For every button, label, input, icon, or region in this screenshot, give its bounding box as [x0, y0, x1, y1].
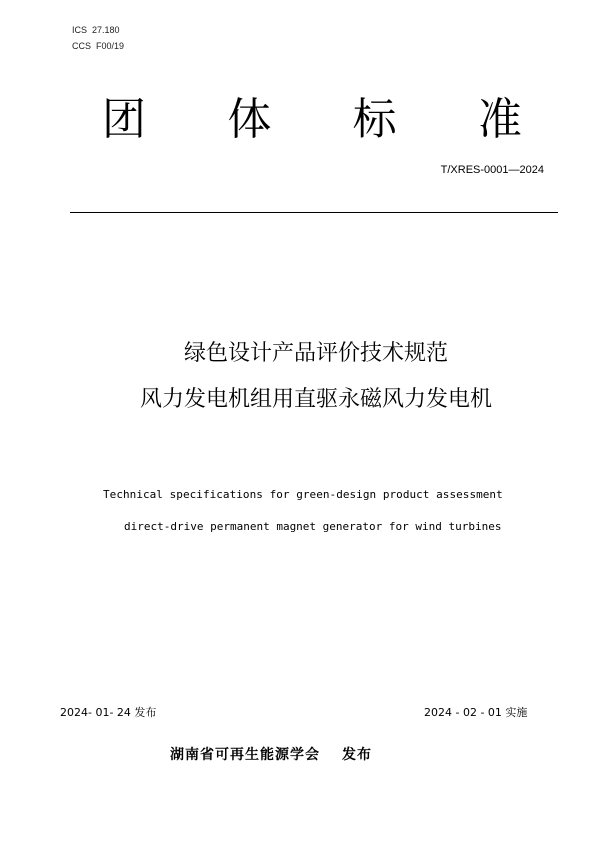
title-char-2: 体 [227, 94, 272, 145]
publisher-action: 发布 [342, 747, 372, 763]
ccs-code: CCS F00/19 [72, 41, 125, 51]
chinese-title-line-2: 风力发电机组用直驱永磁风力发电机 [139, 387, 492, 412]
publisher-line [170, 744, 372, 764]
header-divider [70, 212, 558, 213]
english-title-line-2: direct-drive permanent magnet generator for wind turbines [124, 520, 502, 533]
issue-date: 2024- 01- 24 发布 [60, 706, 157, 719]
standard-number: T/XRES-0001—2024 [440, 164, 544, 176]
ics-code: ICS 27.180 [72, 25, 120, 35]
title-char-1: 团 [102, 94, 146, 145]
implementation-date: 2024 - 02 - 01 实施 [424, 706, 528, 719]
publisher-name: 湖南省可再生能源学会 [170, 747, 320, 763]
classification-codes [72, 22, 124, 54]
title-char-3: 标 [352, 94, 397, 145]
title-char-4: 准 [477, 94, 522, 145]
english-title-line-1: Technical specifications for green-design product assessment [103, 488, 503, 501]
document-type-title [102, 92, 522, 148]
chinese-title-line-1: 绿色设计产品评价技术规范 [183, 341, 448, 366]
